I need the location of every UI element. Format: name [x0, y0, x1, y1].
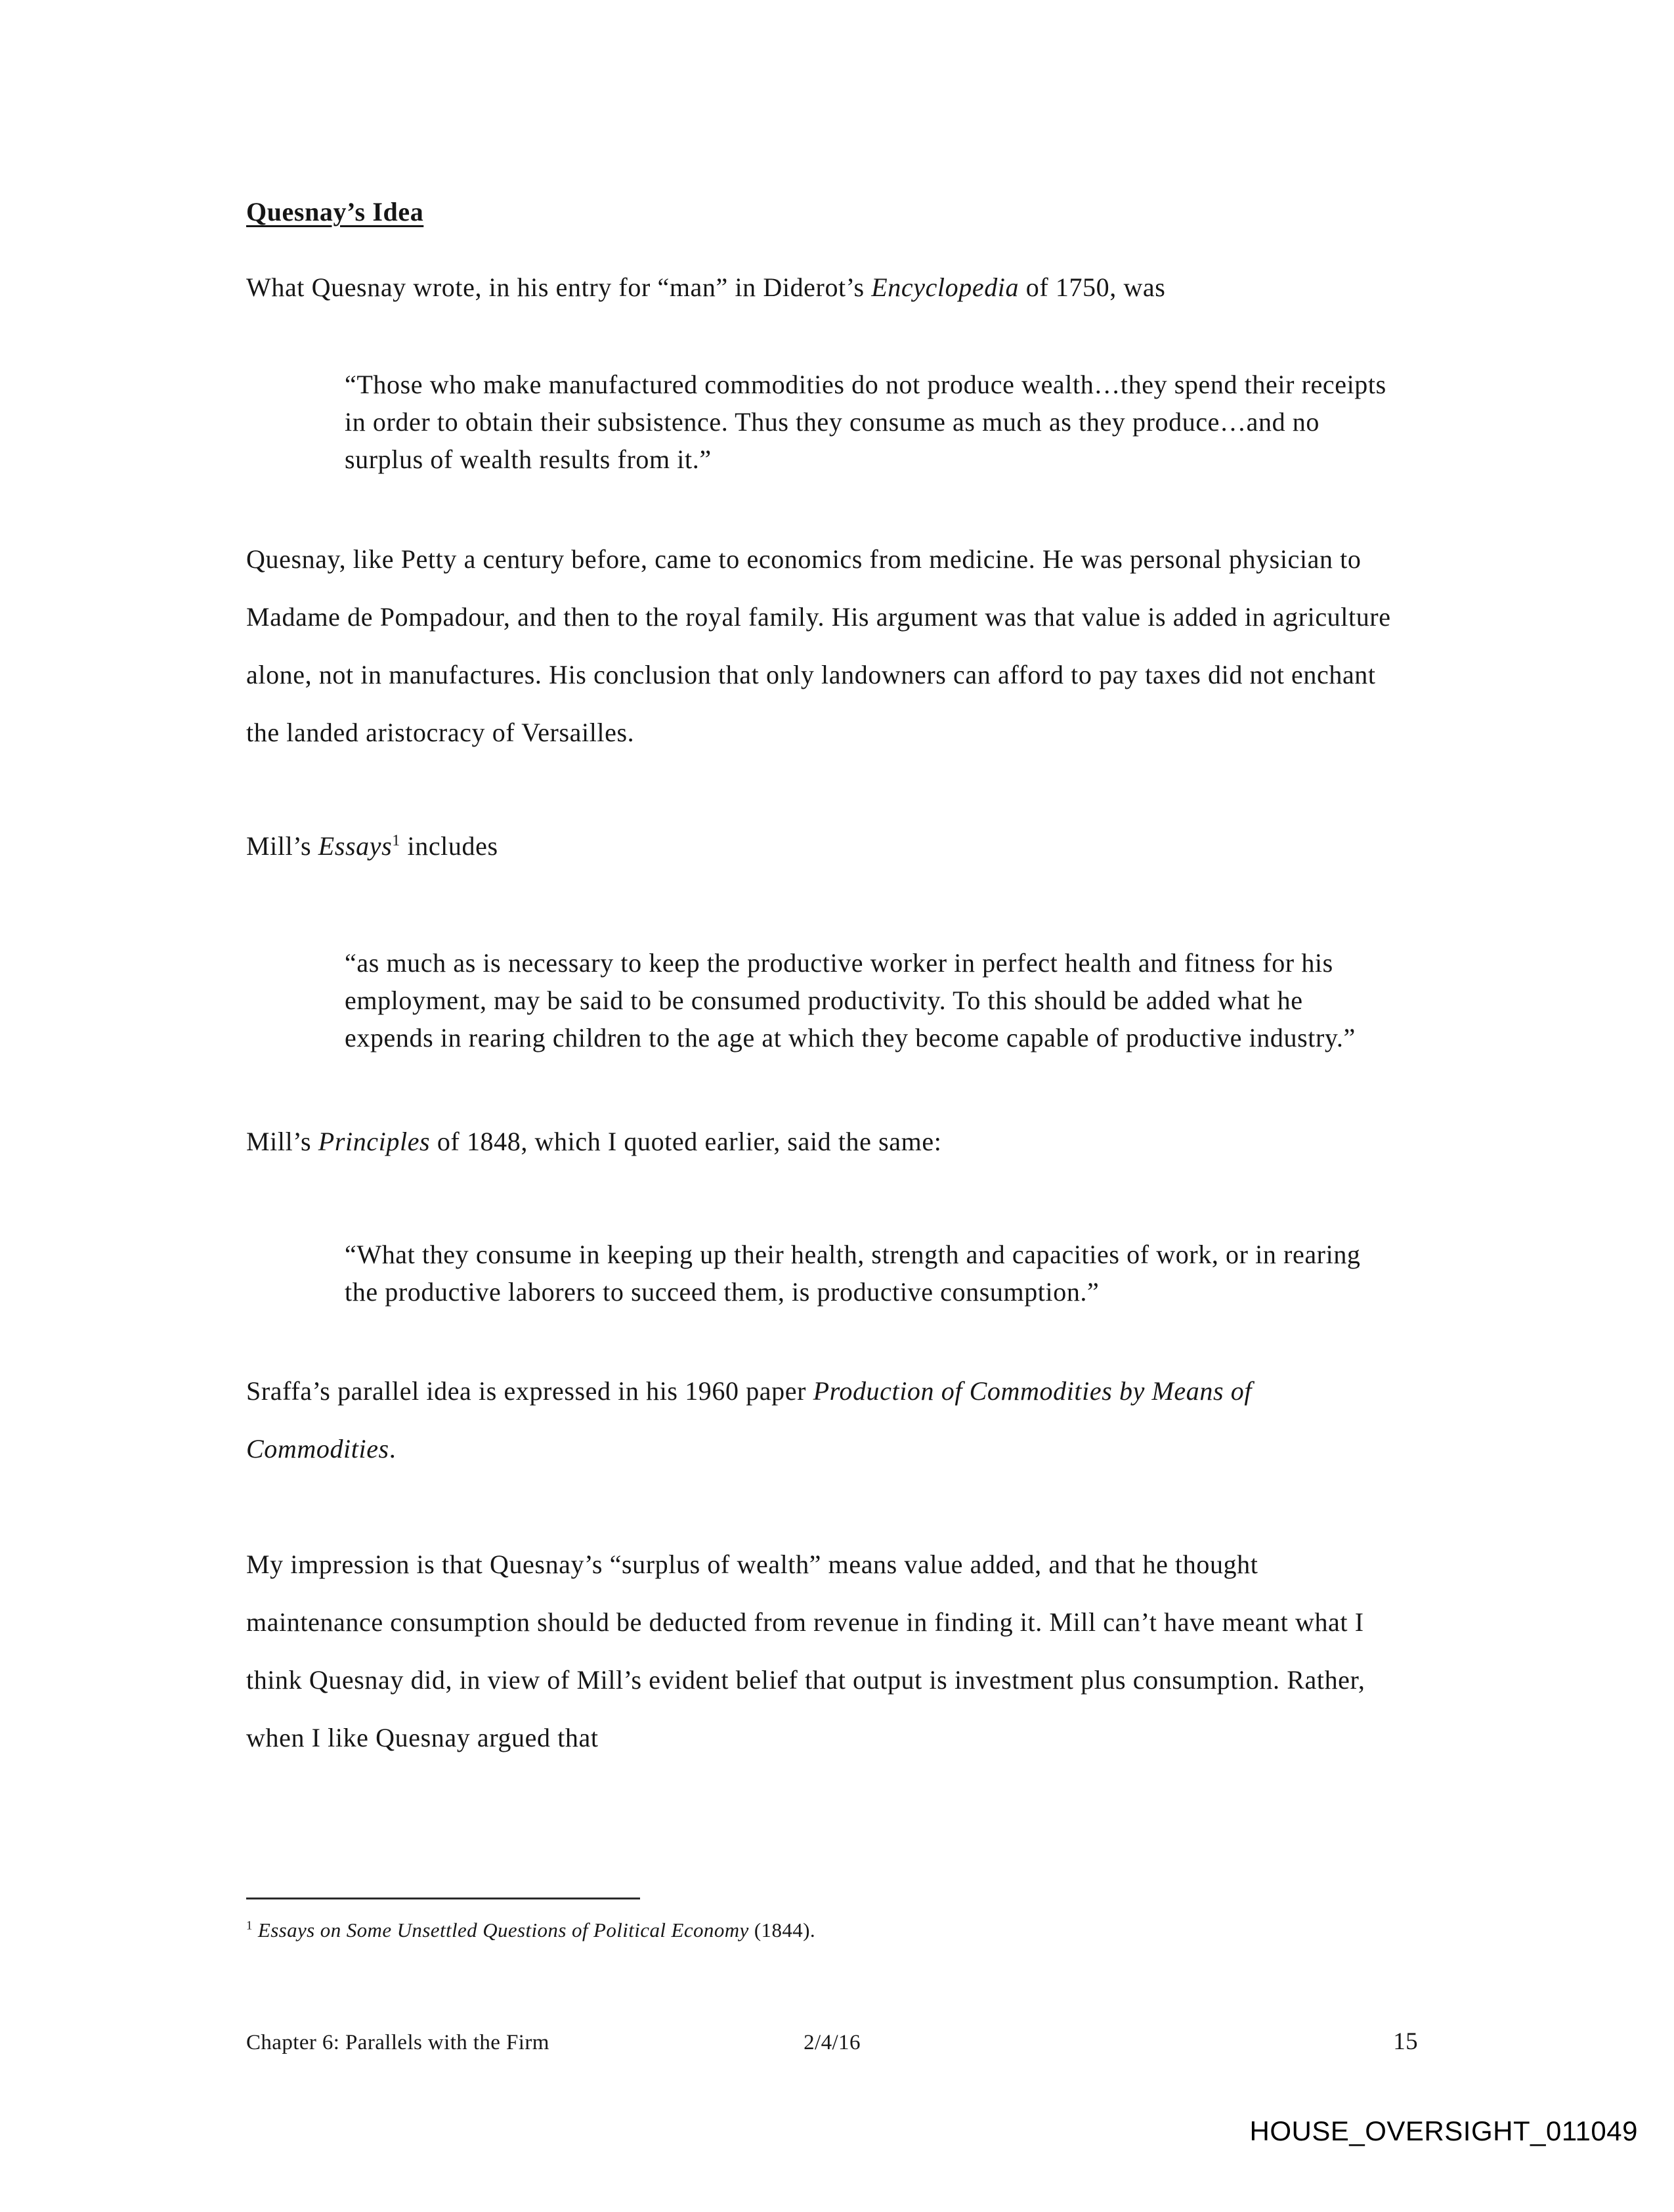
paragraph-mill-essays: Mill’s Essays$^1$ includes [246, 831, 498, 861]
page-footer [246, 2028, 1418, 2056]
block-quote-mill-essays: “as much as is necessary to keep the productive worker in perfect health and fitness for his employment, may be said to be consumed productivity. To this should be added what he expends in rearing children to the age at which they become capable of productive industry.” [345, 948, 1356, 1052]
paragraph-mill-principles: Mill’s Principles of 1848, which I quoted earlier, said the same: [246, 1127, 942, 1156]
paragraph-intro: What Quesnay wrote, in his entry for “man” in Diderot’s Encyclopedia of 1750, was [246, 272, 1166, 302]
block-quote-mill-principles: “What they consume in keeping up their health, strength and capacities of work, or in rearing the productive laborers to succeed them, is productive consumption.” [345, 1240, 1361, 1307]
footer-date: 2/4/16 [804, 2031, 861, 2054]
footnote-area [246, 1898, 1392, 1944]
footer-chapter-title: Chapter 6: Parallels with the Firm [246, 2031, 549, 2054]
footnote: $^1$ Essays on Some Unsettled Questions of Political Economy (1844). [246, 1919, 816, 1941]
page-number: 15 [1393, 2028, 1418, 2055]
section-heading: Quesnay’s Idea [246, 197, 424, 227]
paragraph-sraffa: Sraffa’s parallel idea is expressed in his 1960 paper Production of Commodities by Means of Commodities. [246, 1376, 1253, 1464]
paragraph-impression: My impression is that Quesnay’s “surplus of wealth” means value added, and that he thought maintenance consumption should be deducted from revenue in finding it. Mill can’t have meant what I think Quesnay did, in view of Mill’s evident belief that output is investment plus consumption. Rather, when I like Quesnay argued that [246, 1550, 1365, 1752]
block-quote-quesnay: “Those who make manufactured commodities do not produce wealth…they spend their receipts in order to obtain their subsistence. Thus they consume as much as they produce…and no surplus of wealth results from it.” [345, 370, 1386, 474]
paragraph-quesnay-bio: Quesnay, like Petty a century before, came to economics from medicine. He was personal physician to Madame de Pompadour, and then to the royal family. His argument was that value is added in agriculture alone, not in manufactures. His conclusion that only landowners can afford to pay taxes did not enchant the landed aristocracy of Versailles. [246, 544, 1391, 747]
document-body [246, 196, 1392, 1767]
footnote-separator [246, 1898, 640, 1899]
bates-stamp: HOUSE_OVERSIGHT_011049 [1249, 2115, 1638, 2146]
